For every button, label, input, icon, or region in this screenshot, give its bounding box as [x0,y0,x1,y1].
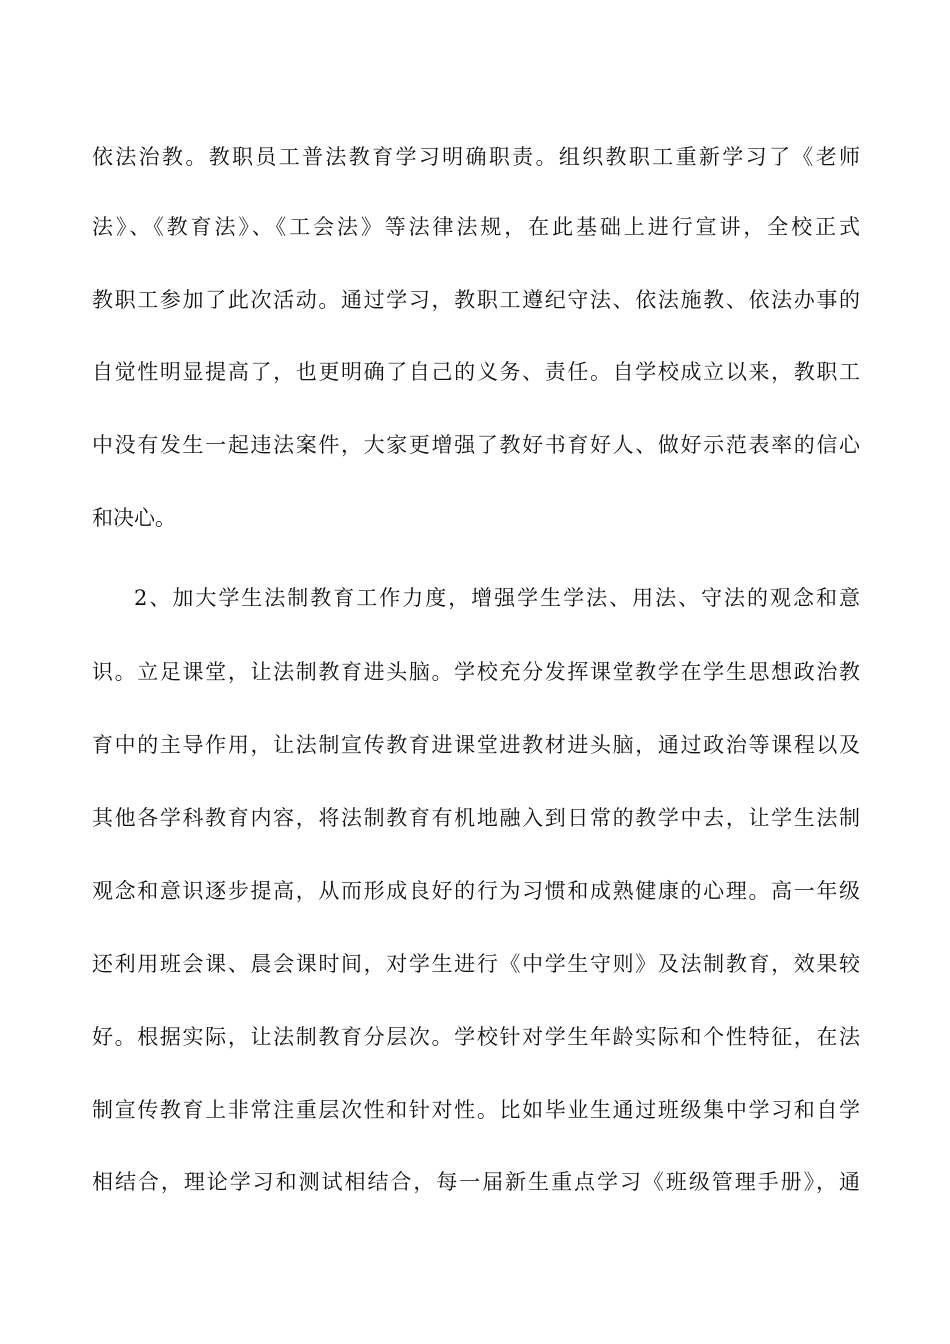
body-text-line: 自觉性明显提高了，也更明确了自己的义务、责任。自学校成立以来，教职工 [92,360,860,384]
body-text-line: 其他各学科教育内容，将法制教育有机地融入到日常的教学中去，让学生法制 [92,806,860,830]
body-text-line: 观念和意识逐步提高，从而形成良好的行为习惯和成熟健康的心理。高一年级 [92,879,860,903]
body-text-line: 教职工参加了此次活动。通过学习，教职工遵纪守法、依法施教、依法办事的 [92,288,860,312]
body-text-line: 法》、《教育法》、《工会法》等法律法规，在此基础上进行宣讲，全校正式 [92,215,860,239]
body-text-line: 还利用班会课、晨会课时间，对学生进行《中学生守则》及法制教育，效果较 [92,952,860,976]
body-text-line: 相结合，理论学习和测试相结合，每一届新生重点学习《班级管理手册》，通 [92,1170,860,1194]
body-text-line: 和决心。 [92,506,176,530]
body-text-line: 制宣传教育上非常注重层次性和针对性。比如毕业生通过班级集中学习和自学 [92,1098,860,1122]
body-text-line: 识。立足课堂，让法制教育进头脑。学校充分发挥课堂教学在学生思想政治教 [92,660,860,684]
paragraph-first-line: 2、加大学生法制教育工作力度，增强学生学法、用法、守法的观念和意 [134,586,860,610]
body-text-line: 中没有发生一起违法案件，大家更增强了教好书育好人、做好示范表率的信心 [92,433,860,457]
body-text-line: 育中的主导作用，让法制宣传教育进课堂进教材进头脑，通过政治等课程以及 [92,733,860,757]
body-text-line: 好。根据实际，让法制教育分层次。学校针对学生年龄实际和个性特征，在法 [92,1025,860,1049]
body-text-line: 依法治教。教职员工普法教育学习明确职责。组织教职工重新学习了《老师 [92,145,860,169]
